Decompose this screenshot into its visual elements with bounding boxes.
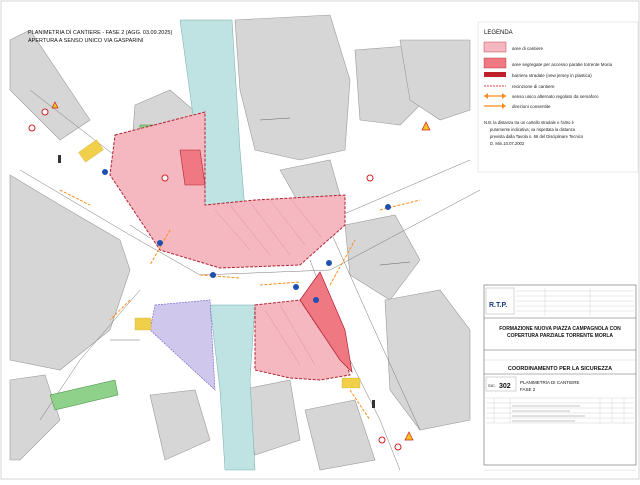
legend-label-segregate: aree segregate per accesso paratie torrente Moria: [512, 62, 613, 67]
project-title-line2: COPERTURA PARZIALE TORRENTE MORLA: [506, 333, 614, 339]
drawing-title-line1: PLANIMETRIA DI CANTIERE: [520, 380, 580, 385]
title-block: [484, 285, 636, 465]
legend-label-direzioni: direzioni consentite: [512, 104, 551, 109]
header-title-line2: APERTURA A SENSO UNICO VIA GASPARINI: [28, 38, 144, 44]
legend-note-line1: N.B. la distanza tra un cartello stradale e l'altro è: [484, 120, 574, 125]
code-prefix: SIC.: [488, 383, 496, 388]
legend-label-semaforo: senso unico alternato regolato da semaforo: [512, 94, 599, 99]
legend-swatch-segregate: [484, 58, 506, 68]
rtp-logo: R.T.P.: [489, 302, 508, 309]
legend-title: LEGENDA: [484, 30, 513, 36]
legend-label-barriera: barriera stradale (new jersey in plastica): [512, 73, 592, 78]
header-title-line1: PLANIMETRIA DI CANTIERE - FASE 2 (AGG. 03.09.2025): [28, 30, 173, 36]
section-title: COORDINAMENTO PER LA SICUREZZA: [507, 366, 613, 372]
legend-label-recinzione: recinzione di cantiere: [512, 84, 555, 89]
project-title-line1: FORMAZIONE NUOVA PIAZZA CAMPAGNOLA CON: [499, 326, 621, 332]
legend-label-cantiere: aree di cantiere: [512, 46, 544, 51]
legend-swatch-barriera: [484, 72, 506, 77]
building-north-center: [235, 15, 350, 160]
legend-note-line2: puramente indicativa; va rispettata la distanza: [490, 127, 575, 132]
drawing-title-line2: FASE 2: [520, 387, 536, 392]
legend-note-line3: prevista dalla Tavola n. 66 del Disciplinare Tecnico: [490, 134, 584, 139]
code-number: 302: [499, 383, 511, 390]
legend-note-line4: D. Min.10.07.2002: [490, 141, 525, 146]
legend-panel: [478, 22, 638, 172]
legend-swatch-cantiere: [484, 42, 506, 52]
